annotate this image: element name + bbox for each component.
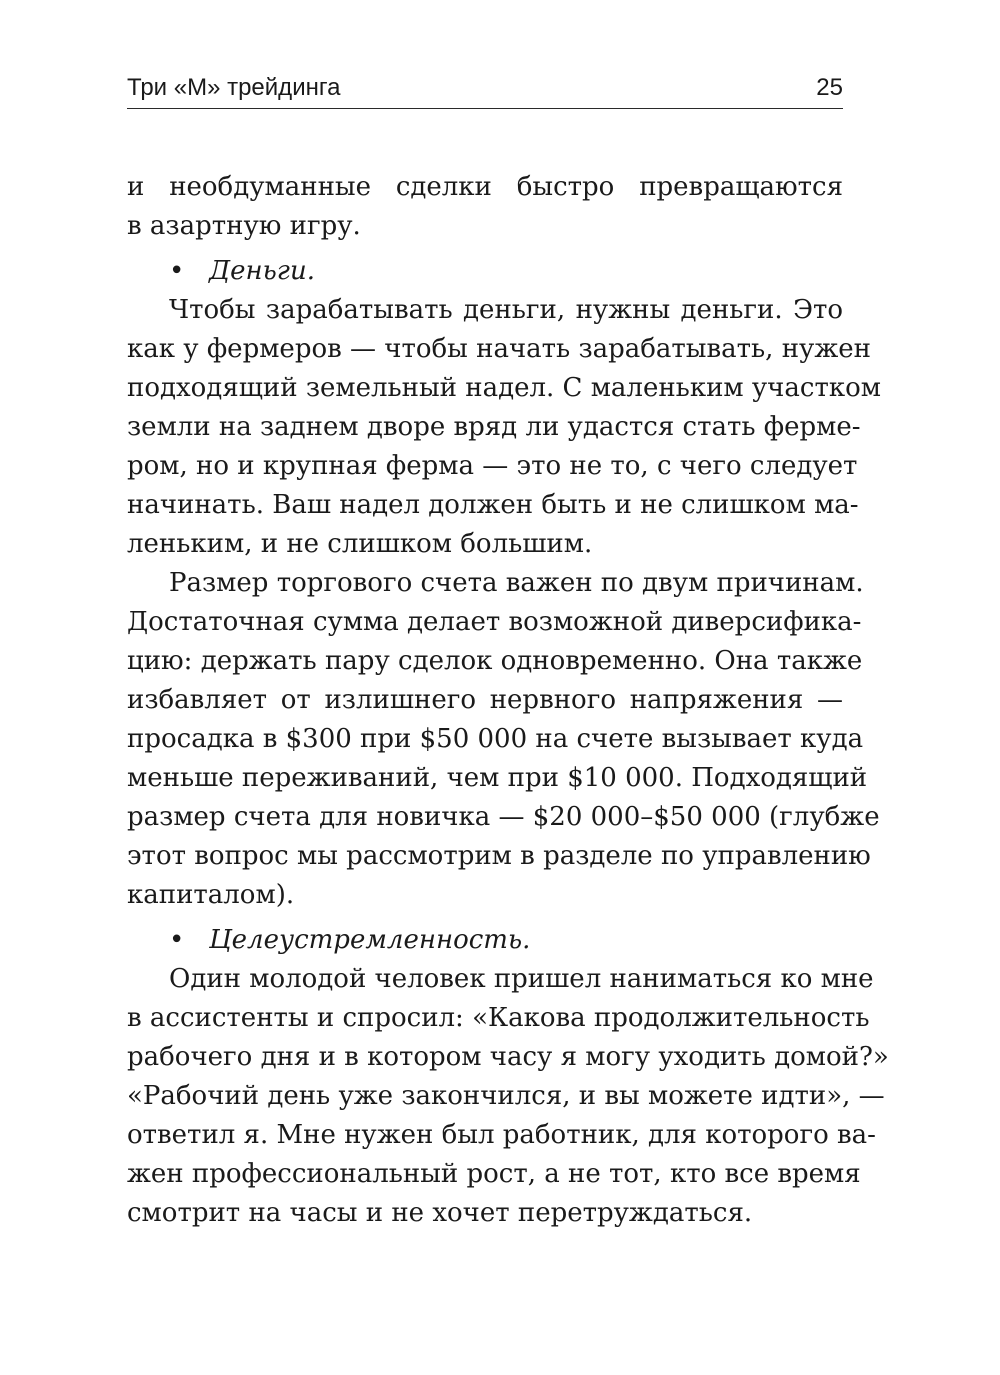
text-line: цию: держать пару сделок одновременно. Она также	[127, 646, 863, 676]
text-line: просадка в $300 при $50 000 на счете вызывает куда	[127, 724, 864, 754]
text-line: Чтобы зарабатывать деньги, нужны деньги. Это	[169, 295, 843, 325]
body-text	[127, 168, 889, 1233]
text-line: капиталом).	[127, 880, 295, 910]
text-line: леньким, и не слишком большим.	[127, 529, 593, 559]
bullet-label: Целеустремленность.	[209, 925, 531, 955]
bullet-item-commitment	[127, 921, 843, 960]
text-line: размер счета для новичка — $20 000–$50 000 (глубже	[127, 802, 880, 832]
text-line: ром, но и крупная ферма — это не то, с чего следует	[127, 451, 858, 481]
text-line: земли на заднем дворе вряд ли удастся стать ферме-	[127, 412, 861, 442]
paragraph-continuation	[127, 168, 843, 246]
running-title: Три «М» трейдинга	[127, 74, 341, 101]
text-line: рабочего дня и в котором часу я могу уходить домой?»	[127, 1042, 889, 1072]
text-line: как у фермеров — чтобы начать зарабатывать, нужен	[127, 334, 871, 364]
text-line: в азартную игру.	[127, 211, 361, 241]
bullet-item-money	[127, 252, 843, 291]
text-line: начинать. Ваш надел должен быть и не слишком ма-	[127, 490, 859, 520]
text-line: этот вопрос мы рассмотрим в разделе по управлению	[127, 841, 871, 871]
paragraph-money-1	[127, 291, 881, 564]
running-header	[127, 68, 843, 109]
text-line: ответил я. Мне нужен был работник, для которого ва-	[127, 1120, 876, 1150]
text-line: в ассистенты и спросил: «Какова продолжительность	[127, 1003, 870, 1033]
text-line: смотрит на часы и не хочет перетруждаться.	[127, 1198, 753, 1228]
text-line: «Рабочий день уже закончился, и вы можете идти», —	[127, 1081, 885, 1111]
text-line: Один молодой человек пришел наниматься ко мне	[169, 964, 874, 994]
text-line: подходящий земельный надел. С маленьким участком	[127, 373, 881, 403]
bullet-icon: •	[169, 925, 185, 955]
page-number: 25	[816, 74, 843, 101]
paragraph-money-2	[127, 564, 880, 915]
text-line: избавляет от излишнего нервного напряжения —	[127, 685, 843, 715]
bullet-label: Деньги.	[209, 256, 315, 286]
text-line: жен профессиональный рост, а не тот, кто все время	[127, 1159, 861, 1189]
text-line: Достаточная сумма делает возможной диверсифика-	[127, 607, 862, 637]
bullet-icon: •	[169, 256, 185, 286]
text-line: Размер торгового счета важен по двум причинам.	[169, 568, 864, 598]
text-line: меньше переживаний, чем при $10 000. Подходящий	[127, 763, 868, 793]
paragraph-commitment	[127, 960, 889, 1233]
text-line: и необдуманные сделки быстро превращаются	[127, 172, 843, 202]
